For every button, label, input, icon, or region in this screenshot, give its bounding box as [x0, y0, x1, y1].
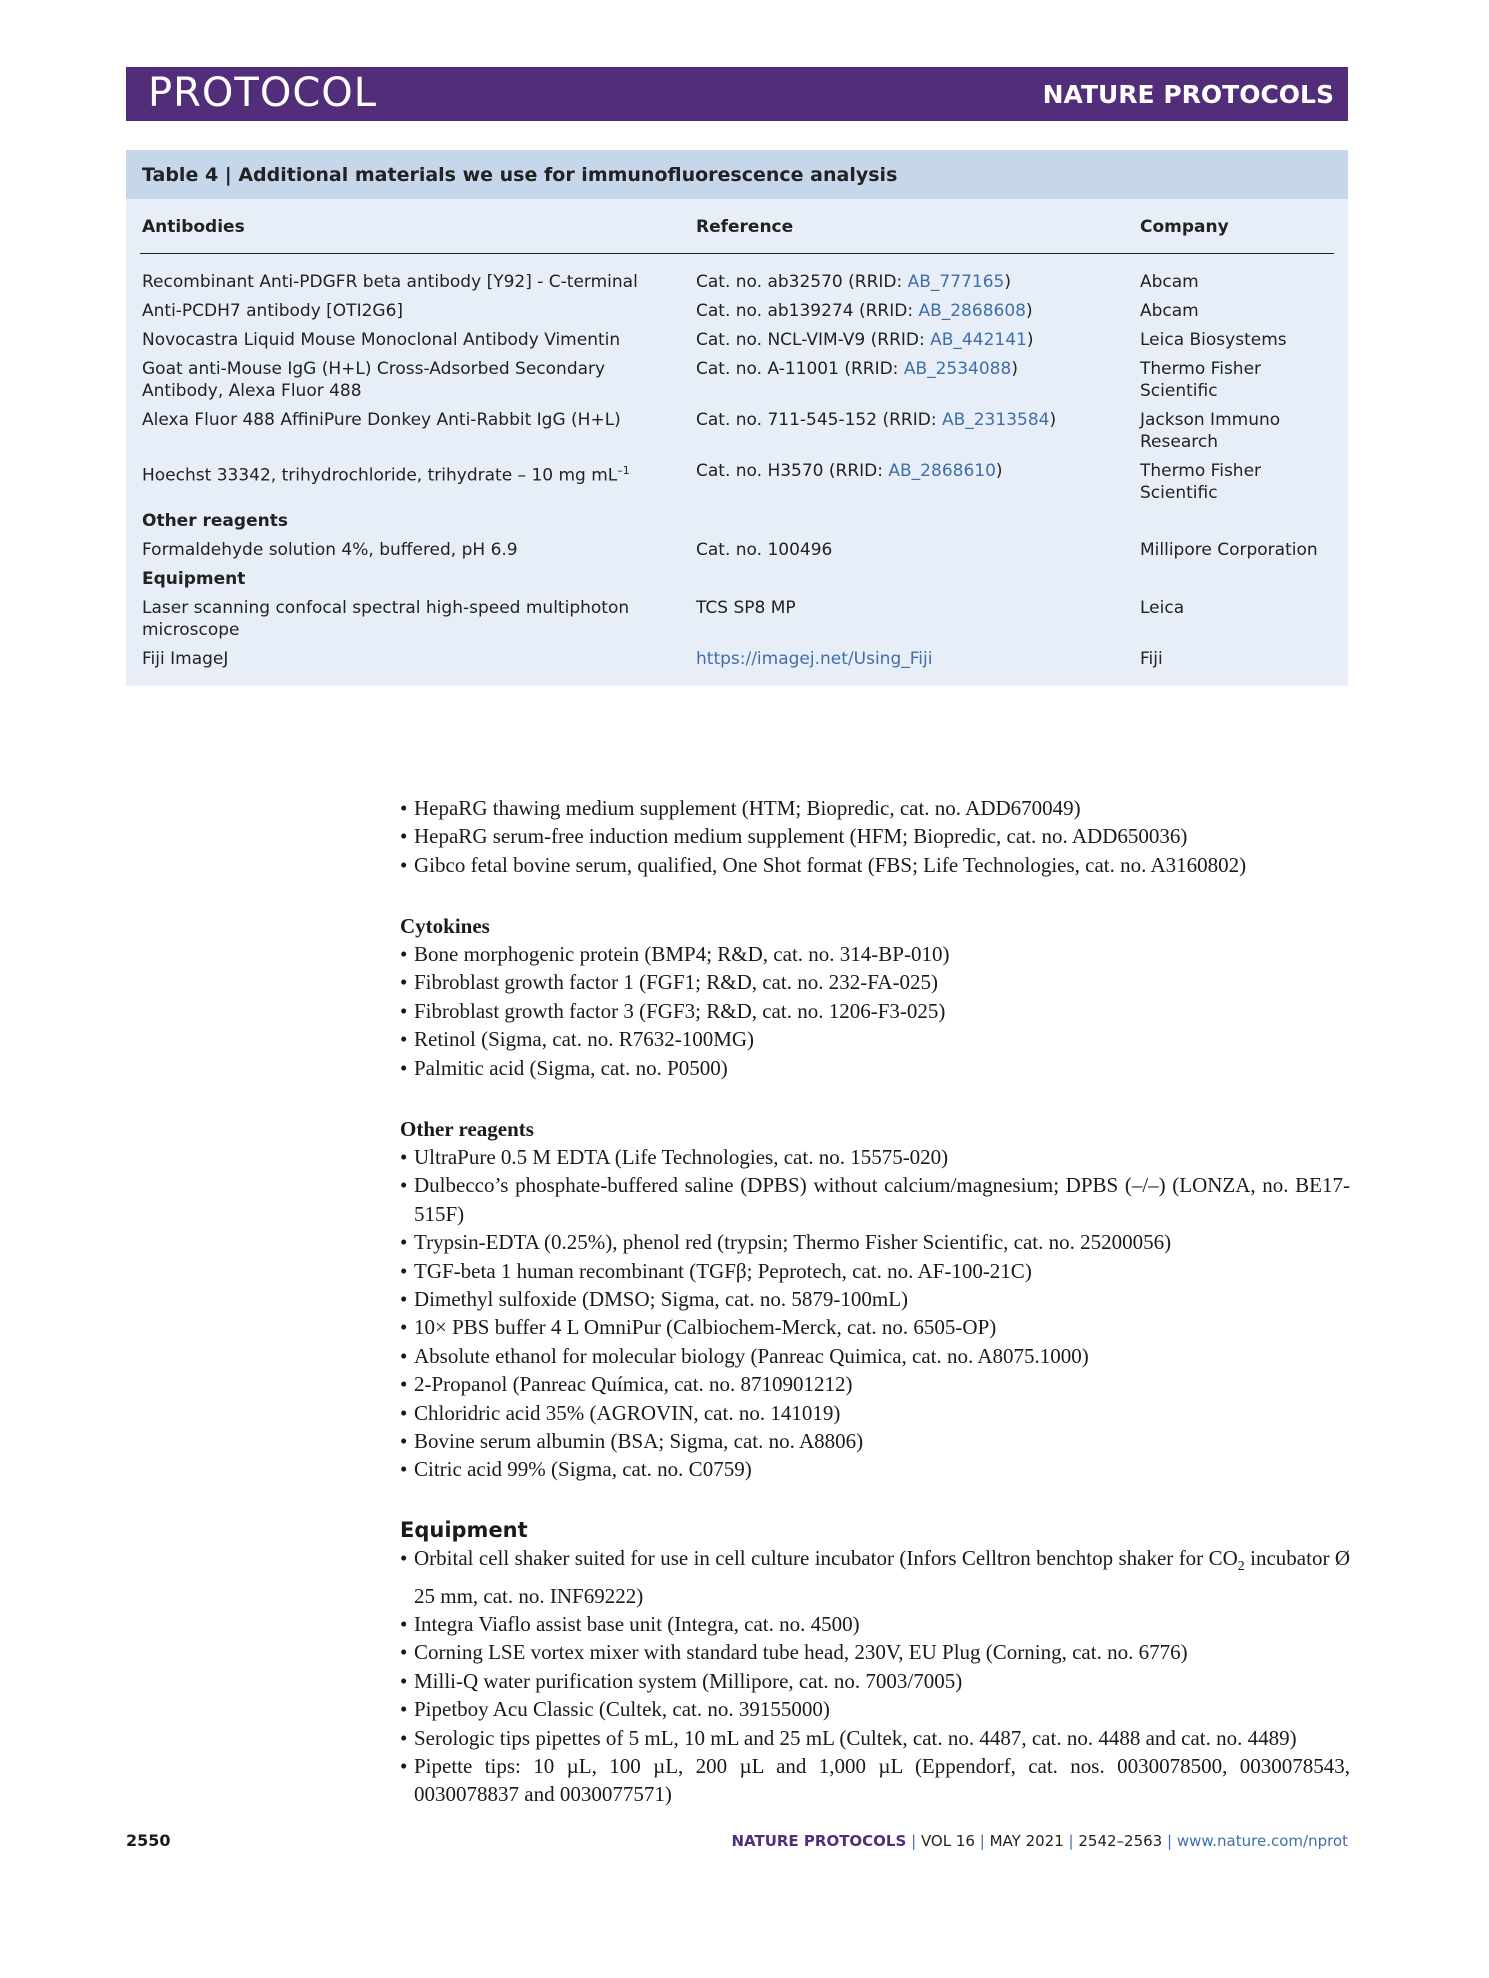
list-item: • Chloridric acid 35% (AGROVIN, cat. no. 141019) [400, 1399, 1350, 1427]
list-item: • Gibco fetal bovine serum, qualified, One Shot format (FBS; Life Technologies, cat. no. A3160802) [400, 851, 1350, 879]
list-item: • Fibroblast growth factor 1 (FGF1; R&D, cat. no. 232-FA-025) [400, 968, 1350, 996]
intro-list [400, 794, 1350, 879]
rrid-link[interactable]: AB_2868610 [888, 461, 996, 481]
table-cell-company: Millipore Corporation [1140, 540, 1318, 560]
rrid-link[interactable]: AB_777165 [907, 272, 1005, 292]
footer-separator: | [979, 1832, 985, 1850]
table-cell-company: Abcam [1140, 272, 1199, 292]
table-cell-name: Hoechst 33342, trihydrochloride, trihydrate – 10 mg $mL^{-1}$ [142, 464, 630, 486]
table-cell-name: Recombinant Anti-PDGFR beta antibody [Y92] - C-terminal [142, 272, 638, 292]
footer-separator: | [1068, 1832, 1074, 1850]
footer-journal: NATURE PROTOCOLS [731, 1832, 907, 1850]
equipment-section [400, 1516, 1350, 1809]
table-cell-reference: Cat. no. 100496 [696, 540, 833, 560]
list-item: • Dimethyl sulfoxide (DMSO; Sigma, cat. no. 5879-100mL) [400, 1285, 1350, 1313]
table-cell-company: Leica [1140, 598, 1185, 618]
rrid-link[interactable]: AB_2313584 [941, 410, 1050, 430]
list-item: • Corning LSE vortex mixer with standard tube head, 230V, EU Plug (Corning, cat. no. 6776) [400, 1638, 1350, 1666]
footer-date: MAY 2021 [989, 1832, 1064, 1850]
table-cell-reference: Cat. no. ab139274 (RRID: AB_2868608) [696, 301, 1033, 321]
other-reagents-section [400, 1115, 1350, 1484]
table-cell-name: Goat anti-Mouse IgG (H+L) Cross-Adsorbed Secondary Antibody, Alexa Fluor 488 [142, 359, 606, 401]
table-cell-name: Anti-PCDH7 antibody [OTI2G6] [142, 301, 404, 321]
list-item: • Fibroblast growth factor 3 (FGF3; R&D, cat. no. 1206-F3-025) [400, 997, 1350, 1025]
table-cell-company: Jackson Immuno Research [1140, 410, 1281, 452]
table-cell-reference: Cat. no. 711-545-152 (RRID: AB_2313584) [696, 410, 1057, 430]
list-item: • Bone morphogenic protein (BMP4; R&D, cat. no. 314-BP-010) [400, 940, 1350, 968]
section-heading-equipment: Equipment [400, 1518, 528, 1542]
list-item: • TGF-beta 1 human recombinant (TGFβ; Peprotech, cat. no. AF-100-21C) [400, 1257, 1350, 1285]
list-item: • HepaRG serum-free induction medium supplement (HFM; Biopredic, cat. no. ADD650036) [400, 822, 1350, 850]
footer-pages: 2542–2563 [1078, 1832, 1163, 1850]
fiji-url-link[interactable]: https://imagej.net/Using_Fiji [696, 649, 933, 669]
table-section-equipment: Equipment [142, 569, 246, 589]
list-item: • Pipette tips: 10 µL, 100 µL, 200 µL and 1,000 µL (Eppendorf, cat. nos. 0030078500, 0030078543, 0030078837 and 0030077571) [400, 1752, 1350, 1809]
table-cell-company: Abcam [1140, 301, 1199, 321]
list-item: • Serologic tips pipettes of 5 mL, 10 mL and 25 mL (Cultek, cat. no. 4487, cat. no. 4488 and cat. no. 4489) [400, 1724, 1350, 1752]
list-item: • Bovine serum albumin (BSA; Sigma, cat. no. A8806) [400, 1427, 1350, 1455]
list-item: • Milli-Q water purification system (Millipore, cat. no. 7003/7005) [400, 1667, 1350, 1695]
list-item: • UltraPure 0.5 M EDTA (Life Technologies, cat. no. 15575-020) [400, 1143, 1350, 1171]
list-item: • Absolute ethanol for molecular biology (Panreac Quimica, cat. no. A8075.1000) [400, 1342, 1350, 1370]
journal-name: NATURE PROTOCOLS [1042, 80, 1334, 109]
section-label: PROTOCOL [148, 70, 378, 116]
header-rule [140, 253, 1334, 254]
table-cell-reference: TCS SP8 MP [696, 598, 796, 618]
table-cell-company: Thermo Fisher Scientific [1140, 359, 1262, 401]
list-item: • Pipetboy Acu Classic (Cultek, cat. no. 39155000) [400, 1695, 1350, 1723]
footer-citation [731, 1832, 1348, 1850]
table-cell-name: Novocastra Liquid Mouse Monoclonal Antibody Vimentin [142, 330, 621, 350]
table-section-other-reagents: Other reagents [142, 511, 288, 531]
rrid-link[interactable]: AB_2868608 [918, 301, 1026, 321]
cytokines-section [400, 912, 1350, 1082]
list-item: • Dulbecco’s phosphate-buffered saline (DPBS) without calcium/magnesium; DPBS (–/–) (LONZA, no. BE17-515F) [400, 1171, 1350, 1228]
table-title: Table 4 | Additional materials we use for immunofluorescence analysis [142, 164, 898, 186]
table-title-bar [126, 150, 1348, 199]
list-item: • Trypsin-EDTA (0.25%), phenol red (trypsin; Thermo Fisher Scientific, cat. no. 25200056) [400, 1228, 1350, 1256]
superscript: –1 [617, 464, 630, 477]
page-number: 2550 [126, 1831, 171, 1850]
list-item: • 2-Propanol (Panreac Química, cat. no. 8710901212) [400, 1370, 1350, 1398]
materials-table [126, 150, 1348, 686]
col-header-company: Company [1140, 217, 1229, 237]
footer-url-link[interactable]: www.nature.com/nprot [1176, 1832, 1348, 1850]
list-item: • Orbital cell shaker suited for use in cell culture incubator (Infors Celltron benchtop shaker for $CO_2$ incubator Ø 25 mm, cat. no. INF69222) [400, 1544, 1350, 1610]
rrid-link[interactable]: AB_2534088 [903, 359, 1012, 379]
section-heading-cytokines: Cytokines [400, 914, 490, 938]
section-heading-other-reagents: Other reagents [400, 1117, 534, 1141]
col-header-reference: Reference [696, 217, 794, 237]
rrid-link[interactable]: AB_442141 [930, 330, 1027, 350]
table-cell-company: Leica Biosystems [1140, 330, 1287, 350]
footer-separator: | [911, 1832, 917, 1850]
table-cell-reference: Cat. no. A-11001 (RRID: AB_2534088) [696, 359, 1018, 379]
footer-separator: | [1167, 1832, 1173, 1850]
list-item: • Palmitic acid (Sigma, cat. no. P0500) [400, 1054, 1350, 1082]
list-item: • HepaRG thawing medium supplement (HTM; Biopredic, cat. no. ADD670049) [400, 794, 1350, 822]
list-item: • Integra Viaflo assist base unit (Integra, cat. no. 4500) [400, 1610, 1350, 1638]
table-cell-name: Alexa Fluor 488 AffiniPure Donkey Anti-Rabbit IgG (H+L) [142, 410, 621, 430]
table-cell-name: Laser scanning confocal spectral high-speed multiphoton microscope [142, 598, 630, 640]
footer-volume: VOL 16 [920, 1832, 975, 1850]
table-cell-reference: Cat. no. ab32570 (RRID: AB_777165) [696, 272, 1011, 292]
table-cell-company: Fiji [1140, 649, 1163, 669]
list-item: • Retinol (Sigma, cat. no. R7632-100MG) [400, 1025, 1350, 1053]
col-header-antibodies: Antibodies [142, 217, 245, 237]
table-cell-name: Fiji ImageJ [142, 649, 229, 669]
header-banner [126, 67, 1348, 121]
list-item: • 10× PBS buffer 4 L OmniPur (Calbiochem-Merck, cat. no. 6505-OP) [400, 1313, 1350, 1341]
table-cell-name: Formaldehyde solution 4%, buffered, pH 6.9 [142, 540, 518, 560]
table-cell-reference: Cat. no. NCL-VIM-V9 (RRID: AB_442141) [696, 330, 1034, 350]
table-cell-company: Thermo Fisher Scientific [1140, 461, 1262, 503]
table-cell-reference: Cat. no. H3570 (RRID: AB_2868610) [696, 461, 1003, 481]
list-item: • Citric acid 99% (Sigma, cat. no. C0759) [400, 1455, 1350, 1483]
